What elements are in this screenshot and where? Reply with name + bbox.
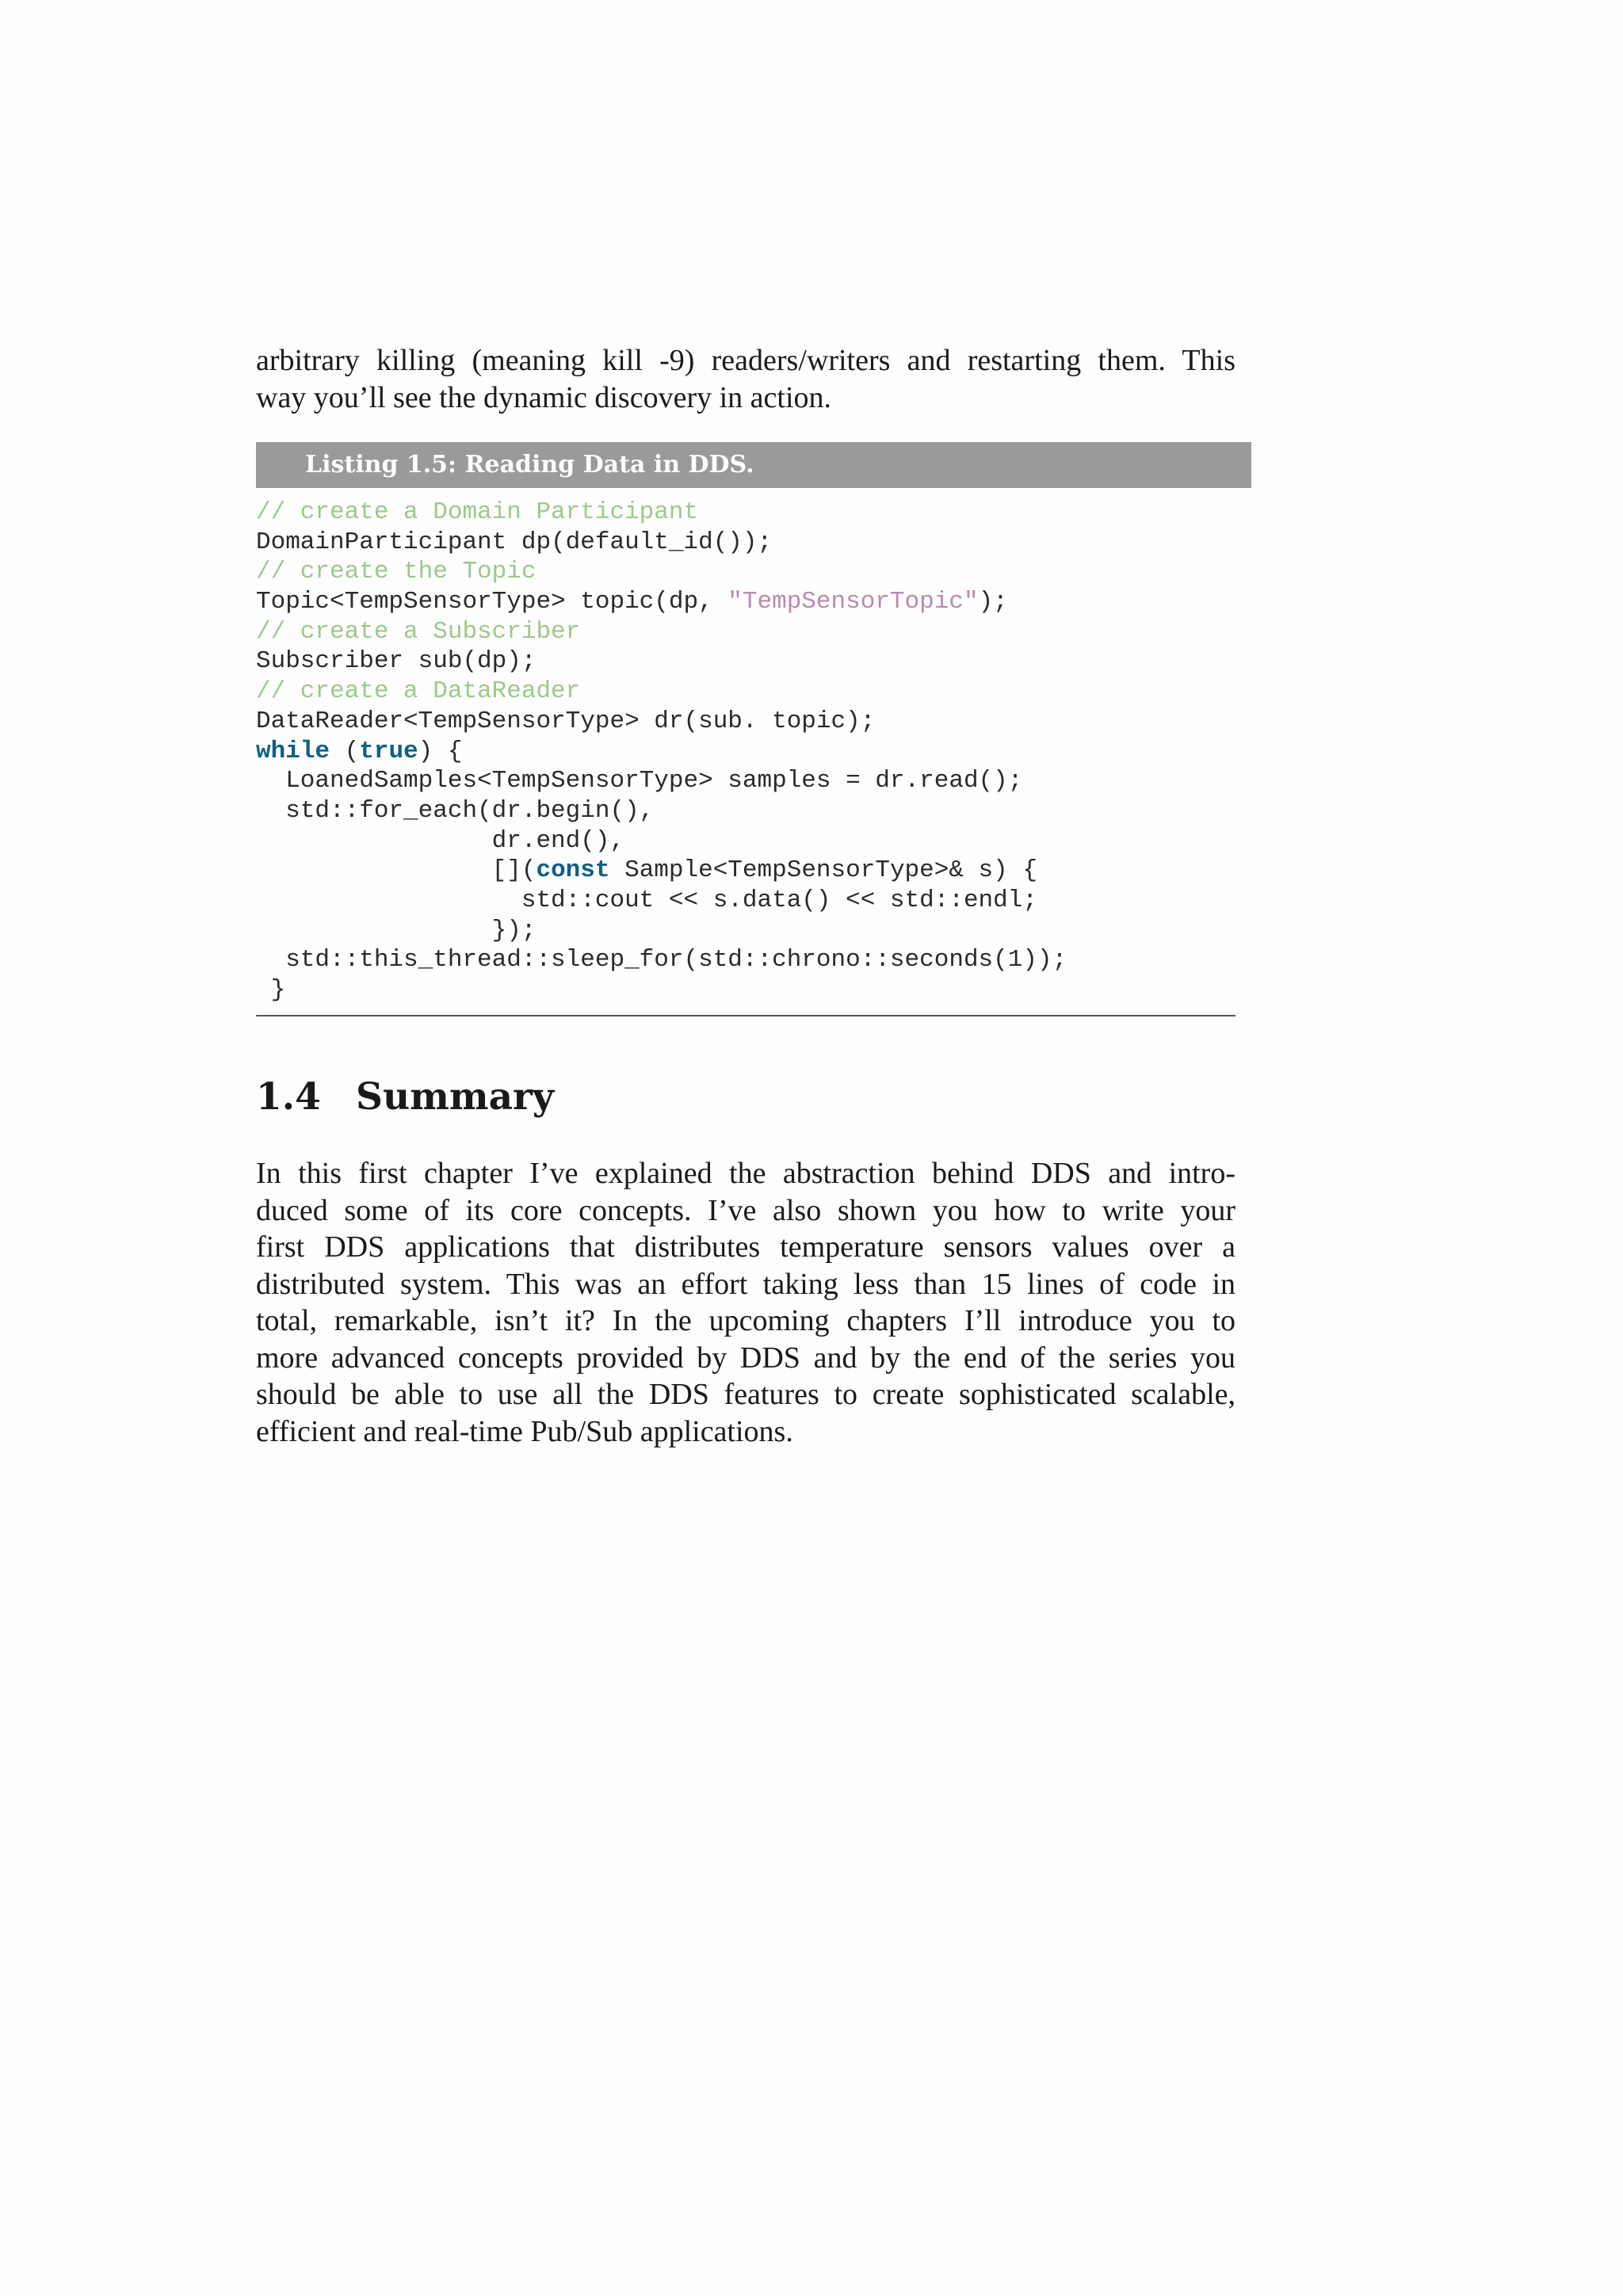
code-line (256, 557, 1067, 587)
code-text: Topic<TempSensorType> topic(dp, (256, 588, 728, 616)
code-line (256, 737, 1067, 767)
summary-line: first DDS applications that distributes temperature sensors values over a (256, 1230, 1235, 1264)
code-text: ) { (418, 737, 463, 765)
summary-paragraph (256, 1155, 1235, 1450)
code-line (256, 826, 1067, 856)
listing-caption: Listing 1.5: Reading Data in DDS. (256, 442, 1251, 488)
code-line (256, 796, 1067, 826)
code-text: std::for_each(dr.begin(), (256, 796, 655, 825)
section-title: Summary (356, 1075, 555, 1119)
code-line (256, 856, 1067, 886)
code-line (256, 528, 1067, 558)
code-line (256, 677, 1067, 707)
code-text: ( (330, 737, 360, 765)
code-text: } (256, 976, 286, 1004)
code-keyword: while (256, 737, 330, 765)
intro-line: way you’ll see the dynamic discovery in action. (256, 380, 832, 414)
code-text: }); (256, 916, 537, 944)
code-text: Subscriber sub(dp); (256, 647, 537, 676)
code-text: ); (978, 588, 1008, 616)
intro-line: arbitrary killing (meaning kill -9) readers/writers and restarting them. This (256, 344, 1235, 377)
section-heading (256, 1074, 554, 1121)
section-number: 1.4 (256, 1075, 321, 1119)
code-text: []( (256, 856, 537, 885)
summary-line: more advanced concepts provided by DDS and by the end of the series you (256, 1341, 1235, 1375)
code-comment: // create a Domain Participant (256, 498, 699, 526)
code-text: std::this_thread::sleep_for(std::chrono::seconds(1)); (256, 946, 1067, 974)
code-line (256, 498, 1067, 528)
intro-paragraph (256, 342, 1235, 416)
code-line (256, 886, 1067, 916)
code-text: dr.end(), (256, 826, 625, 855)
code-comment: // create a DataReader (256, 677, 581, 706)
code-keyword: const (536, 856, 610, 885)
code-line (256, 707, 1067, 737)
summary-line: efficient and real-time Pub/Sub applications. (256, 1414, 793, 1448)
code-text: std::cout << s.data() << std::endl; (256, 886, 1037, 914)
summary-line: should be able to use all the DDS features to create sophisticated scalable, (256, 1378, 1235, 1411)
code-string: "TempSensorTopic" (727, 588, 979, 616)
code-line (256, 587, 1067, 617)
listing-bottom-rule (256, 1015, 1235, 1016)
code-comment: // create the Topic (256, 558, 537, 586)
code-line (256, 945, 1067, 975)
code-text: LoanedSamples<TempSensorType> samples = dr.read(); (256, 767, 1023, 795)
summary-line: total, remarkable, isn’t it? In the upcoming chapters I’ll introduce you to (256, 1304, 1235, 1337)
code-listing (256, 498, 1067, 1005)
summary-line: distributed system. This was an effort taking less than 15 lines of code in (256, 1267, 1235, 1301)
code-text: DomainParticipant dp(default_id()); (256, 528, 773, 556)
code-text: DataReader<TempSensorType> dr(sub. topic); (256, 707, 876, 735)
code-line (256, 916, 1067, 946)
code-line (256, 646, 1067, 677)
code-line (256, 766, 1067, 796)
code-line (256, 975, 1067, 1005)
code-text: Sample<TempSensorType>& s) { (609, 856, 1037, 885)
summary-line: duced some of its core concepts. I’ve also shown you how to write your (256, 1193, 1235, 1227)
code-line (256, 617, 1067, 647)
summary-line: In this first chapter I’ve explained the abstraction behind DDS and intro- (256, 1157, 1235, 1190)
code-comment: // create a Subscriber (256, 617, 581, 646)
code-keyword: true (359, 737, 418, 765)
